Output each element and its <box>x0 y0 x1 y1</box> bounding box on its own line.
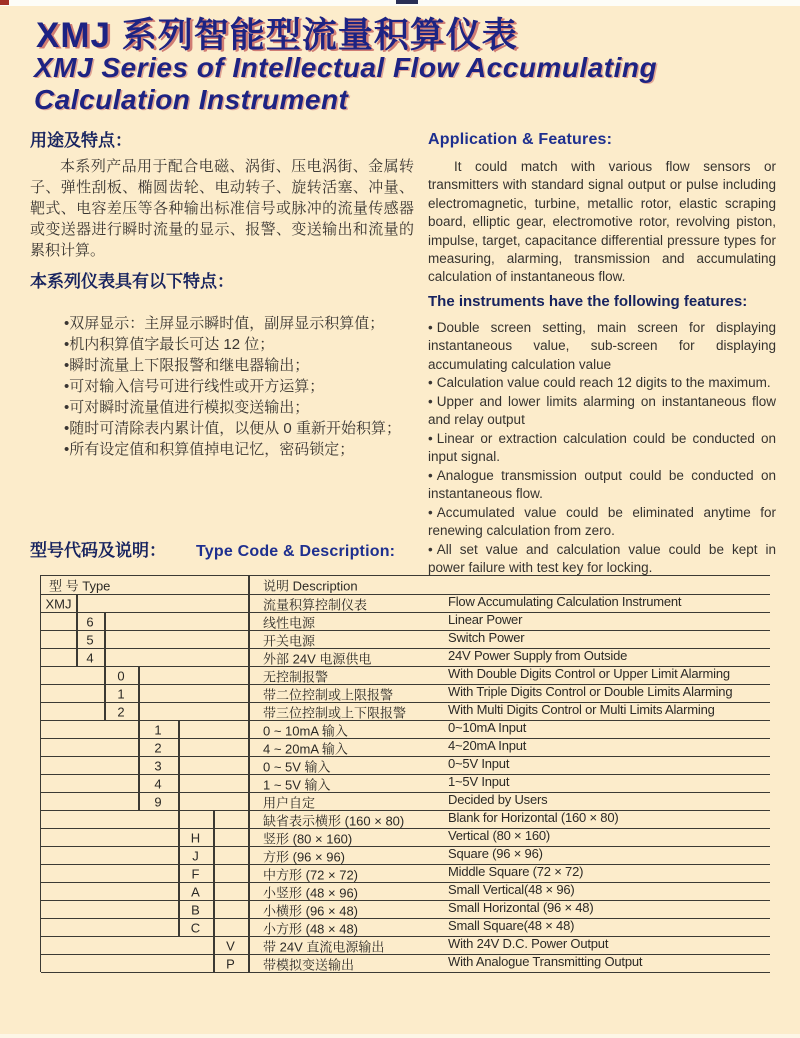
table-row <box>41 955 770 973</box>
feature-text-cn: 随时可清除表内累计值，以便从 0 重新开始积算； <box>69 420 401 437</box>
description-en: Square (96 × 96) <box>448 845 543 861</box>
description-cn: 缺省表示横形 (160 × 80) <box>263 813 405 828</box>
description-en: With Triple Digits Control or Double Limits Alarming <box>448 683 733 699</box>
table-row <box>41 811 770 829</box>
bullet-icon: • <box>64 315 70 332</box>
table-row <box>41 613 770 631</box>
type-code-cell: XMJ <box>45 596 72 611</box>
usage-paragraph-cn: 本系列产品用于配合电磁、涡街、压电涡街、金属转子、弹性刮板、椭圆齿轮、电动转子、旋转活塞、冲量、靶式、电容差压等各种输出标准信号或脉冲的流量传感器或变送器进行瞬时流量的显示、报警、变送输出和流量的累积计算。 <box>30 158 414 259</box>
feature-item-cn <box>64 376 414 397</box>
type-code-heading-cn: 型号代码及说明： <box>30 541 166 560</box>
scan-mark-red <box>0 0 9 5</box>
table-row <box>41 721 770 739</box>
type-code-cell: J <box>192 848 199 863</box>
description-cn: 4 ~ 20mA 输入 <box>263 741 348 756</box>
bullet-icon: • <box>428 430 433 446</box>
feature-item-en <box>428 430 776 467</box>
type-code-cell: 9 <box>154 794 162 809</box>
type-code-cell: P <box>226 956 235 971</box>
description-cn: 无控制报警 <box>263 669 329 684</box>
type-code-section-heading <box>30 540 395 562</box>
feature-item-en <box>428 374 776 393</box>
usage-heading-cn: 用途及特点： <box>30 131 132 150</box>
table-header-desc: 说明 Description <box>263 578 358 594</box>
type-code-cell: 3 <box>154 758 162 773</box>
type-code-cell: 4 <box>86 650 94 665</box>
description-en: Middle Square (72 × 72) <box>448 863 584 879</box>
table-row <box>41 649 770 667</box>
feature-text-en: Analogue transmission output could be conducted on instantaneous flow. <box>428 467 776 502</box>
description-en: Small Square(48 × 48) <box>448 917 575 933</box>
description-cn: 流量积算控制仪表 <box>263 597 368 612</box>
description-en: 4~20mA Input <box>448 737 527 753</box>
description-en: 1~5V Input <box>448 773 510 789</box>
table-row <box>41 937 770 955</box>
table-row <box>41 829 770 847</box>
bullet-icon: • <box>64 336 70 353</box>
bullet-icon: • <box>64 420 70 437</box>
type-code-cell: C <box>190 920 201 935</box>
table-row <box>41 703 770 721</box>
page-title-en-line2: Calculation Instrument <box>34 84 349 115</box>
description-en: 0~10mA Input <box>448 719 527 735</box>
description-cn: 带三位控制或上下限报警 <box>263 705 407 720</box>
type-code-cell: 4 <box>154 776 162 791</box>
description-cn: 中方形 (72 × 72) <box>263 867 359 882</box>
feature-text-cn: 可对瞬时流量值进行模拟变送输出； <box>69 399 310 416</box>
feature-text-cn: 双屏显示：主屏显示瞬时值，副屏显示积算值； <box>69 315 385 332</box>
description-cn: 小横形 (96 × 48) <box>263 903 359 918</box>
description-en: Blank for Horizontal (160 × 80) <box>448 809 619 825</box>
features-heading-en: The instruments have the following features: <box>428 292 748 310</box>
scan-edge-strip-bottom <box>0 1034 800 1038</box>
description-cn: 0 ~ 5V 输入 <box>263 759 331 774</box>
table-row <box>41 757 770 775</box>
bullet-icon: • <box>428 504 433 520</box>
features-heading-cn: 本系列仪表具有以下特点： <box>30 272 234 291</box>
type-code-cell: B <box>191 902 200 917</box>
type-code-cell: 2 <box>154 740 162 755</box>
left-column <box>30 130 414 460</box>
description-cn: 用户自定 <box>263 795 316 810</box>
description-cn: 方形 (96 × 96) <box>263 849 346 864</box>
feature-text-en: Linear or extraction calculation could be conducted on input signal. <box>428 430 776 465</box>
description-cn: 线性电源 <box>263 615 316 630</box>
features-list-en <box>428 319 776 578</box>
type-code-cell: 6 <box>86 614 94 629</box>
type-code-cell: 1 <box>117 686 125 701</box>
description-cn: 小竖形 (48 × 96) <box>263 885 359 900</box>
description-cn: 带 24V 直流电源输出 <box>263 939 385 954</box>
feature-text-cn: 机内积算值字最长可达 12 位； <box>69 336 275 353</box>
description-en: With Multi Digits Control or Multi Limits Alarming <box>448 701 715 717</box>
feature-text-cn: 可对输入信号可进行线性或开方运算； <box>69 378 325 395</box>
description-cn: 小方形 (48 × 48) <box>263 921 359 936</box>
description-en: Flow Accumulating Calculation Instrument <box>448 593 682 609</box>
feature-item-en <box>428 319 776 375</box>
page-title-en-line1: XMJ Series of Intellectual Flow Accumulating <box>34 52 658 83</box>
bullet-icon: • <box>64 399 70 416</box>
description-en: Switch Power <box>448 629 525 645</box>
type-code-heading-en: Type Code & Description: <box>196 543 396 560</box>
scan-mark-dark <box>396 0 418 4</box>
description-cn: 竖形 (80 × 160) <box>263 831 353 846</box>
feature-item-en <box>428 467 776 504</box>
description-cn: 0 ~ 10mA 输入 <box>263 723 348 738</box>
table-row <box>41 865 770 883</box>
bullet-icon: • <box>64 357 70 374</box>
type-code-cell: 0 <box>117 668 125 683</box>
feature-item-cn <box>64 313 414 334</box>
application-heading-en: Application & Features: <box>428 131 613 148</box>
table-header-row <box>41 576 770 595</box>
bullet-icon: • <box>428 467 433 483</box>
type-code-cell: A <box>191 884 200 899</box>
application-paragraph-en: It could match with various flow sensors or transmitters with standard signal output or pulse including electromagnetic, turbine, metallic rotor, elastic scraping board, elliptic gear, electromotive rotor, revolving piston, impulse, target, capacitance differential pressure types for measuring, alarming, transmission and accumulating calculation of instantaneous flow. <box>428 159 776 285</box>
description-en: With Double Digits Control or Upper Limit Alarming <box>448 665 730 681</box>
table-header-type: 型 号 Type <box>49 578 111 594</box>
description-en: 24V Power Supply from Outside <box>448 647 628 663</box>
scan-edge-strip <box>0 0 800 6</box>
table-row <box>41 739 770 757</box>
bullet-icon: • <box>428 375 433 391</box>
description-en: Small Horizontal (96 × 48) <box>448 899 594 915</box>
description-en: Vertical (80 × 160) <box>448 827 551 843</box>
description-en: Small Vertical(48 × 96) <box>448 881 575 897</box>
feature-text-en: Accumulated value could be eliminated anytime for renewing calculation from zero. <box>428 504 776 539</box>
feature-text-en: Double screen setting, main screen for displaying instantaneous value, sub-screen for displaying accumulating calculation value <box>428 319 776 372</box>
feature-item-cn <box>64 418 414 439</box>
table-row <box>41 901 770 919</box>
feature-text-en: Upper and lower limits alarming on instantaneous flow and relay output <box>428 393 776 428</box>
description-en: With 24V D.C. Power Output <box>448 935 609 951</box>
feature-item-cn <box>64 439 414 460</box>
feature-item-en <box>428 504 776 541</box>
bullet-icon: • <box>428 541 433 557</box>
table-row <box>41 775 770 793</box>
description-en: With Analogue Transmitting Output <box>448 953 643 969</box>
type-code-cell: 1 <box>154 722 162 737</box>
feature-text-cn: 瞬时流量上下限报警和继电器输出； <box>69 357 310 374</box>
feature-item-cn <box>64 355 414 376</box>
feature-item-en <box>428 393 776 430</box>
bullet-icon: • <box>428 319 433 335</box>
type-code-cell: 5 <box>86 632 94 647</box>
type-code-cell: 2 <box>117 704 125 719</box>
table-row <box>41 847 770 865</box>
bullet-icon: • <box>428 393 433 409</box>
table-row <box>41 793 770 811</box>
description-cn: 带二位控制或上限报警 <box>263 687 394 702</box>
page-title-en <box>34 52 657 116</box>
feature-item-cn <box>64 397 414 418</box>
right-column <box>428 130 776 578</box>
page-title-cn: XMJ 系列智能型流量积算仪表 <box>36 16 518 55</box>
bullet-icon: • <box>64 441 70 458</box>
description-en: 0~5V Input <box>448 755 510 771</box>
table-row <box>41 883 770 901</box>
description-en: Decided by Users <box>448 791 548 807</box>
description-cn: 外部 24V 电源供电 <box>263 651 372 666</box>
feature-item-cn <box>64 334 414 355</box>
description-cn: 1 ~ 5V 输入 <box>263 777 331 792</box>
feature-text-en: All set value and calculation value could be kept in power failure with test key for locking. <box>428 541 776 576</box>
type-code-table <box>40 575 770 972</box>
description-en: Linear Power <box>448 611 523 627</box>
table-row <box>41 631 770 649</box>
type-code-cell: H <box>190 830 201 845</box>
table-row <box>41 667 770 685</box>
feature-text-cn: 所有设定值和积算值掉电记忆，密码锁定； <box>69 441 355 458</box>
feature-text-en: Calculation value could reach 12 digits to the maximum. <box>436 375 771 391</box>
table-row <box>41 685 770 703</box>
bullet-icon: • <box>64 378 70 395</box>
table-row <box>41 919 770 937</box>
type-code-cell: F <box>191 866 200 881</box>
description-cn: 带模拟变送输出 <box>263 957 355 972</box>
table-row <box>41 595 770 613</box>
features-list-cn <box>30 313 414 460</box>
feature-item-en <box>428 541 776 578</box>
description-cn: 开关电源 <box>263 633 316 648</box>
type-code-cell: V <box>226 938 235 953</box>
